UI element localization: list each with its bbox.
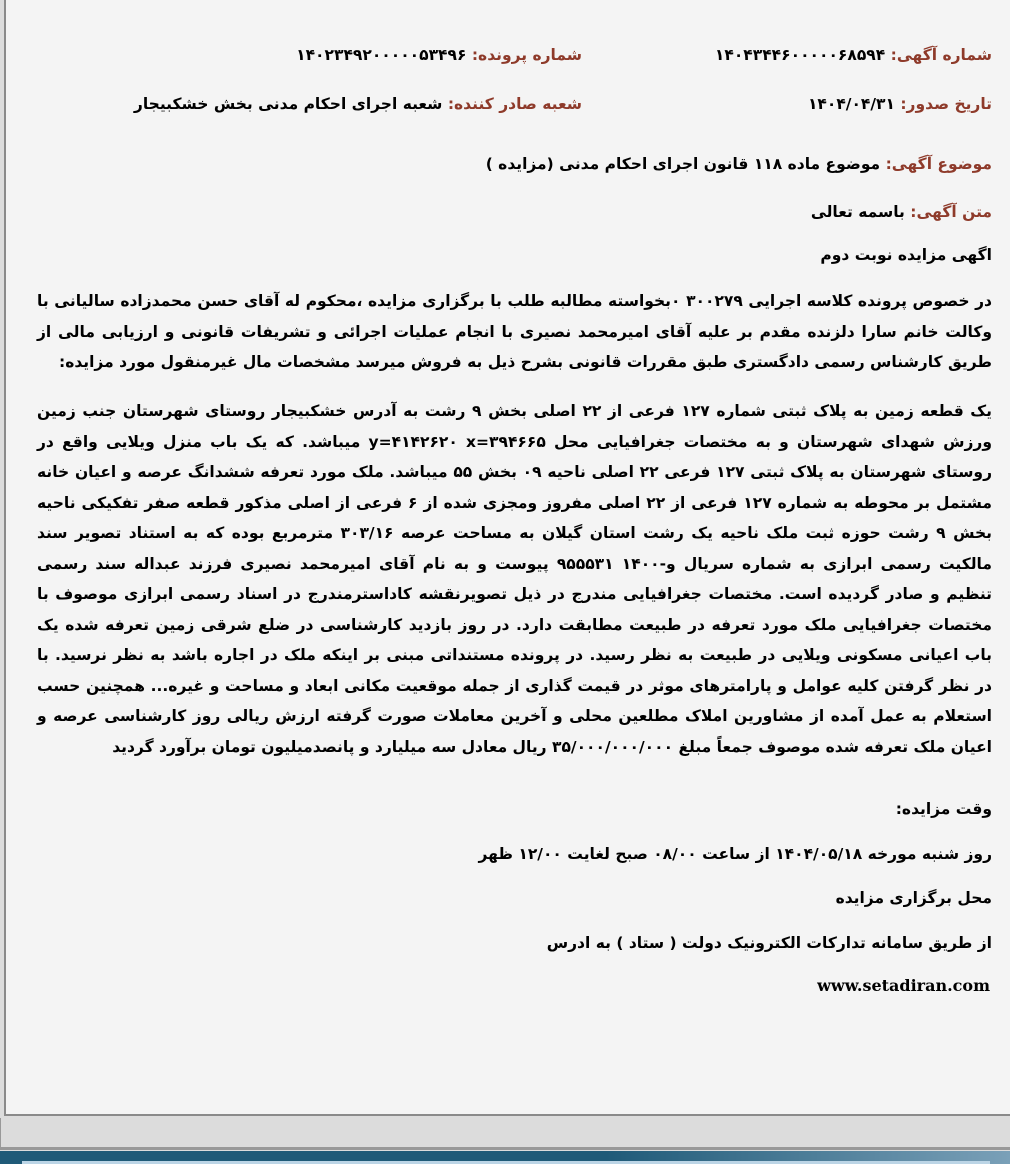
auction-place-label: محل برگزاری مزایده [835,889,992,907]
paragraph-intro: در خصوص پرونده کلاسه اجرایی ۳۰۰۲۷۹ ۰بخواسته مطالبه طلب با برگزاری مزایده ،محکوم له آقای حسن محمدزاده سالیانی با وکالت خانم سارا دلزنده مقدم بر علیه آقای امیرمحمد نصیری با انجام عملیات اجرائی و تشریفات قانونی و ارزیابی مالی از طریق کارشناس رسمی دادگستری طبق مقررات قانونی بشرح ذیل به فروش میرسد مشخصات مال غیرمنقول مورد مزایده: [37,292,993,371]
ad-number-row [715,46,992,64]
auction-place-text: از طریق سامانه تدارکات الکترونیک دولت ( ستاد ) به ادرس [546,934,992,952]
setad-url-link[interactable]: www.setadiran.com [817,976,990,995]
auction-time-text: روز شنبه مورخه ۱۴۰۴/۰۵/۱۸ از ساعت ۰۸/۰۰ صبح لغایت ۱۲/۰۰ ظهر [478,845,992,863]
window-bottom-strip [0,1118,1010,1150]
subject-value: موضوع ماده ۱۱۸ قانون اجرای احکام مدنی (مزایده ) [485,155,881,173]
ad-number-value: ۱۴۰۴۳۴۴۶۰۰۰۰۰۶۸۵۹۴ [714,46,886,64]
paragraph-property: یک قطعه زمین به پلاک ثبتی شماره ۱۲۷ فرعی از ۲۲ اصلی بخش ۹ رشت به آدرس خشکبیجار روستای شهرستان جنب زمین ورزش شهدای شهرستان و به مختصات جغرافیایی محل y=۴۱۴۲۶۲۰ x=۳۹۴۶۶۵ میباشد. که یک باب منزل ویلایی واقع در روستای شهرستان به پلاک ثبتی ۱۲۷ فرعی ۲۲ اصلی ناحیه ۰۹ بخش ۵۵ میباشد. ملک مورد تعرفه ششدانگ عرصه و اعیان خانه مشتمل بر محوطه به شماره ۱۲۷ فرعی از ۲۲ اصلی مفروز ومجزی شده از ۶ فرعی از اصلی مذکور قطعه صفر تفکیکی ناحیه بخش ۹ رشت حوزه ثبت ملک ناحیه یک رشت استان گیلان به مساحت عرصه ۳۰۳/۱۶ مترمربع بوده که به استناد تصویر سند مالکیت رسمی ابرازی به شماره سریال و-۱۴۰۰ ۹۵۵۵۳۱ پیوست و به نام آقای امیرمحمد نصیری فرزند عبداله سند رسمی تنظیم و صادر گردیده است. مختصات جغرافیایی مندرج در ذیل تصویرنقشه کاداسترمندرج در اسناد رسمی ابرازی موصوف با مختصات جغرافیایی ملک مورد تعرفه در طبیعت مطابقت دارد. در روز بازدید کارشناسی در ضلع شرقی زمین تعرفه شده یک باب اعیانی مسکونی ویلایی در طبیعت به نظر رسید. در پرونده مستنداتی مبنی بر اینکه ملک در اجاره باشد به نظر نرسید. با در نظر گرفتن کلیه عوامل و پارامترهای موثر در قیمت گذاری از جمله موقعیت مکانی ابعاد و مساحت و غیره... همچنین حسب استعلام به عمل آمده از مشاورین املاک مطلعین محلی و آخرین معاملات صورت گرفته ارزش ریالی روز کارشناسی عرصه و اعیان ملک تعرفه شده موصوف جمعاً مبلغ ۳۵/۰۰۰/۰۰۰/۰۰۰ ریال معادل سه میلیارد و پانصدمیلیون تومان برآورد گردید [37,402,992,756]
text-label: متن آگهی: [910,203,992,221]
issuer-row [134,95,582,113]
document-panel [4,0,1010,1116]
file-number-label: شماره پرونده: [471,46,582,64]
issuer-label: شعبه صادر کننده: [447,95,582,113]
auction-time-label: وقت مزایده: [895,800,992,818]
taskbar [0,1151,1010,1164]
text-row [811,203,992,221]
issuer-value: شعبه اجرای احکام مدنی بخش خشکبیجار [133,95,443,113]
ad-number-label: شماره آگهی: [890,46,992,64]
notice-heading: اگهی مزایده نوبت دوم [820,246,992,264]
text-title: باسمه تعالی [810,203,905,221]
issue-date-value: ۱۴۰۴/۰۴/۳۱ [807,95,895,113]
subject-row [486,155,992,173]
subject-label: موضوع آگهی: [885,155,992,173]
file-number-row [296,46,582,64]
issue-date-row [808,95,992,113]
file-number-value: ۱۴۰۲۳۴۹۲۰۰۰۰۰۵۳۴۹۶ [296,46,467,64]
issue-date-label: تاریخ صدور: [900,95,992,113]
